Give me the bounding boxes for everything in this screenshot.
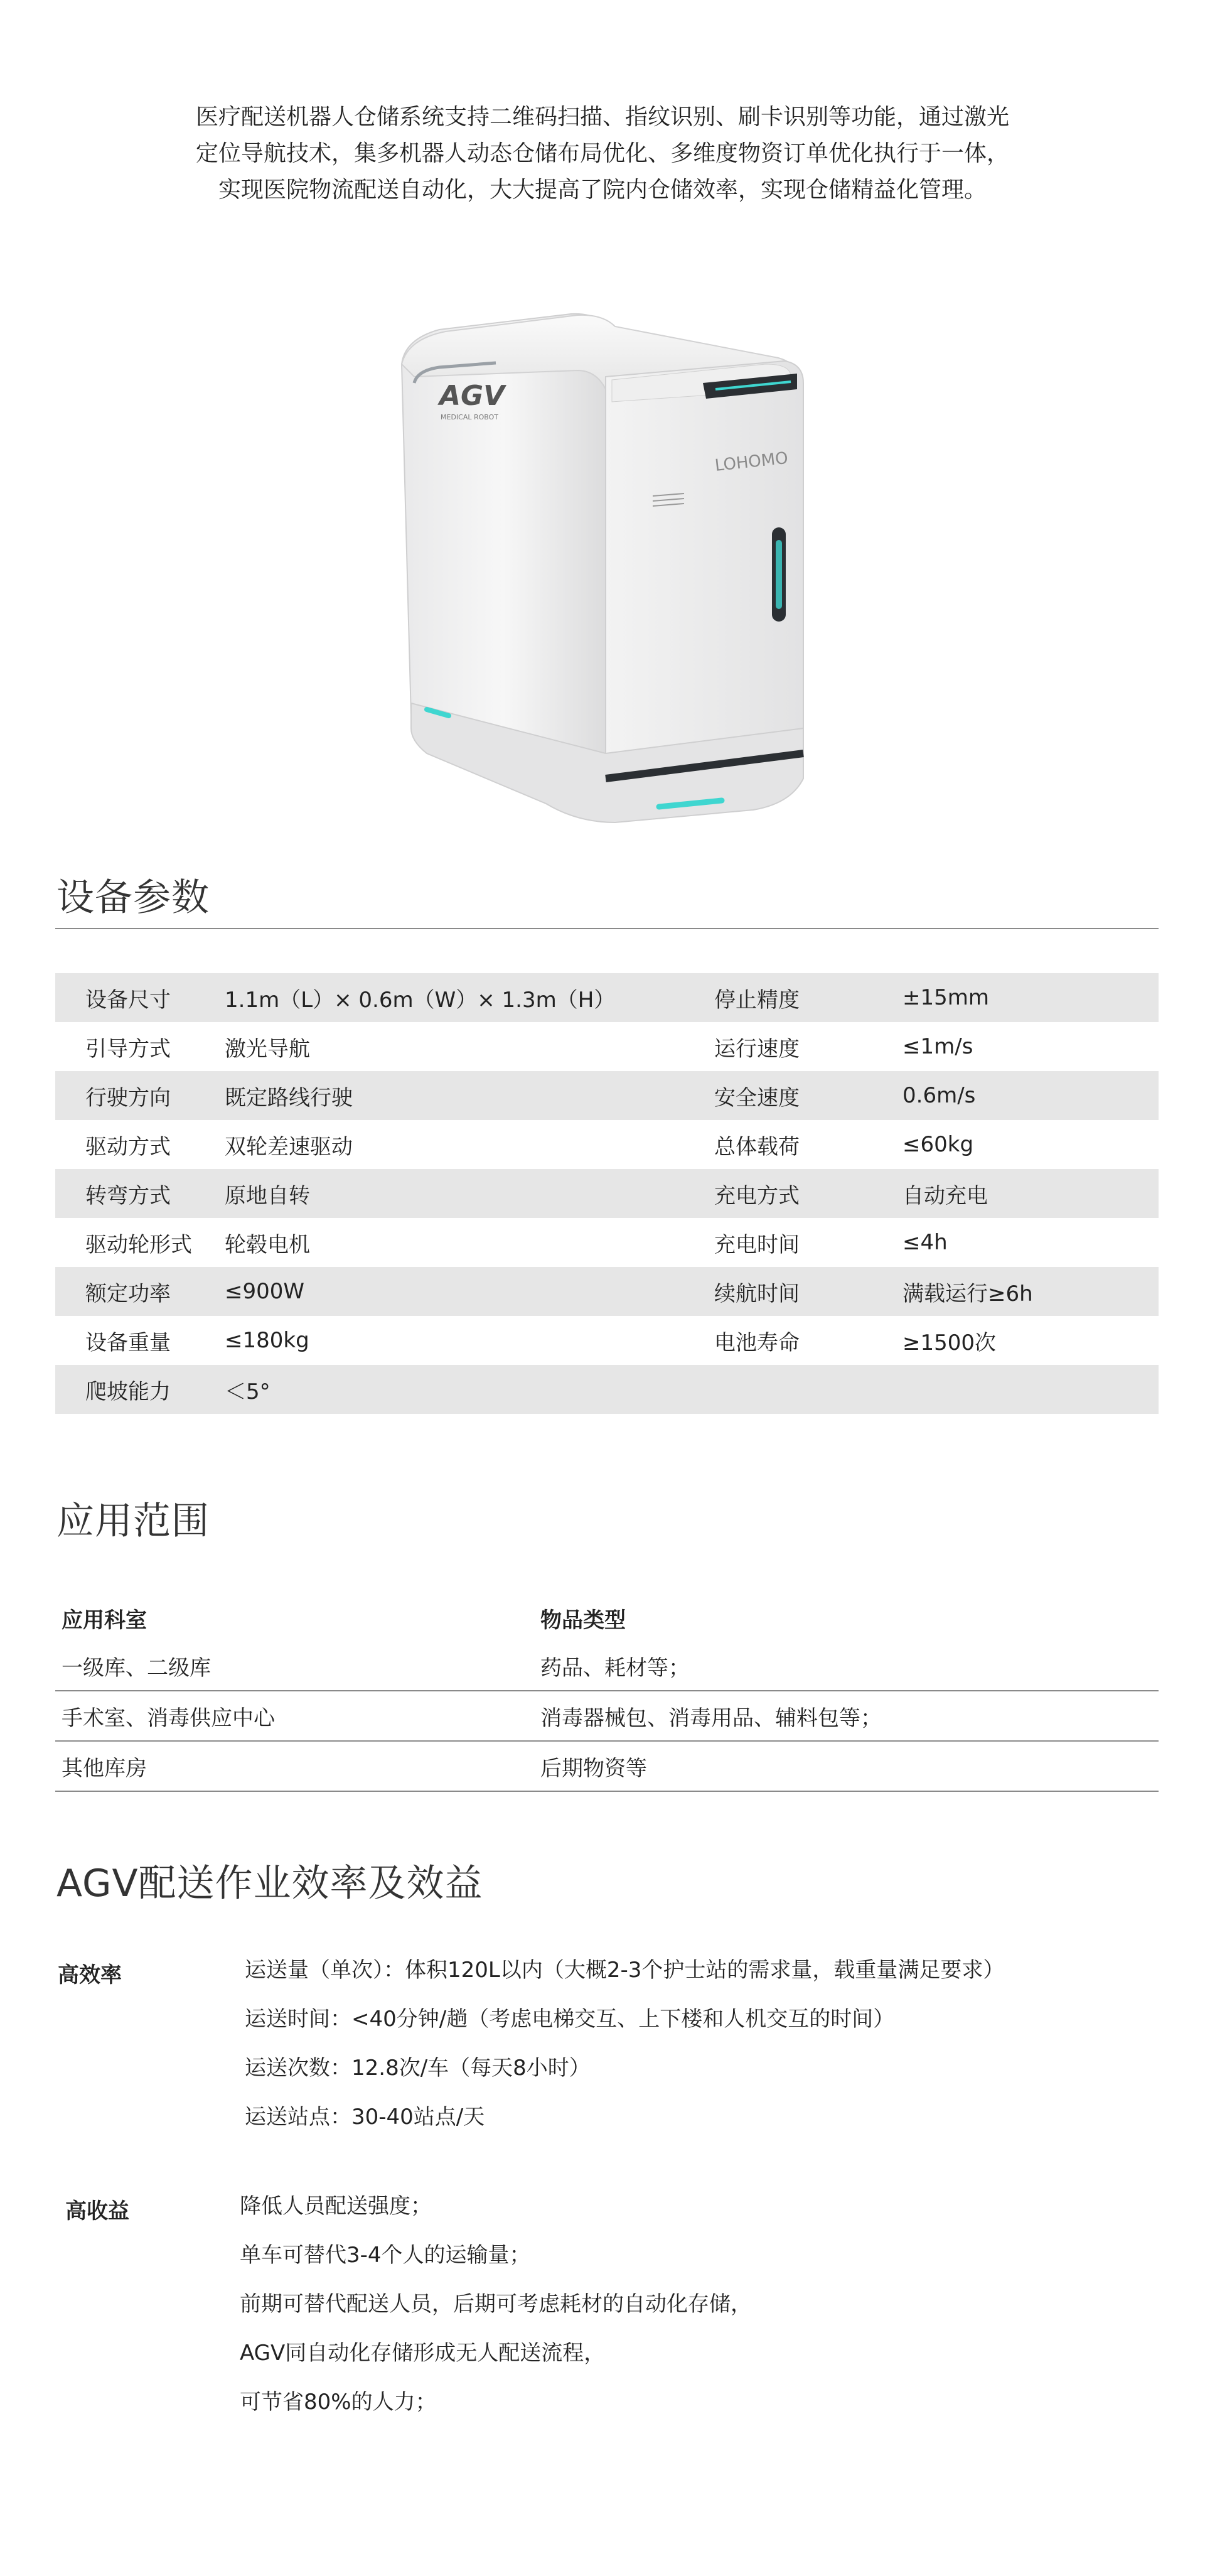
table-cell: 药品、耗材等； [534, 1641, 1159, 1691]
spec-value [902, 1365, 1159, 1414]
spec-label: 驱动方式 [55, 1120, 225, 1169]
spec-label: 设备尺寸 [55, 973, 225, 1022]
column-header: 应用科室 [62, 1607, 147, 1633]
list-item: 运送次数：12.8次/车（每天8小时） [245, 2056, 591, 2081]
spec-row [55, 1316, 1159, 1365]
spec-label: 行驶方向 [55, 1071, 225, 1120]
spec-label: 充电时间 [714, 1218, 902, 1267]
table-row [55, 1741, 1159, 1791]
spec-value: 原地自转 [225, 1169, 714, 1218]
spec-row [55, 1169, 1159, 1218]
spec-value: ≤60kg [902, 1120, 1159, 1169]
spec-row [55, 1071, 1159, 1120]
application-title: 应用范围 [56, 1499, 210, 1543]
list-item: 运送量（单次）：体积120L以内（大概2-3个护士站的需求量，载重量满足要求） [245, 1958, 1005, 1983]
brand-text: LOHOMO [714, 448, 790, 475]
list-item: 单车可替代3-4个人的运输量； [240, 2243, 531, 2268]
spec-value: 双轮差速驱动 [225, 1120, 714, 1169]
spec-row [55, 1267, 1159, 1316]
table-cell: 消毒器械包、消毒用品、辅料包等； [534, 1691, 1159, 1741]
logo-subtext: MEDICAL ROBOT [441, 413, 499, 421]
spec-value: 0.6m/s [902, 1071, 1159, 1120]
spec-label: 充电方式 [714, 1169, 902, 1218]
spec-row [55, 1365, 1159, 1414]
efficiency-list [245, 1958, 1004, 2153]
spec-label: 电池寿命 [714, 1316, 902, 1365]
agv-robot-image [389, 301, 828, 841]
table-row [55, 1641, 1159, 1691]
column-header: 物品类型 [540, 1607, 626, 1633]
intro-line: 实现医院物流配送自动化，大大提高了院内仓储效率，实现仓储精益化管理。 [218, 177, 987, 203]
intro-paragraph [113, 99, 1092, 208]
spec-label: 引导方式 [55, 1022, 225, 1071]
table-cell: 一级库、二级库 [55, 1641, 534, 1691]
table-header-row [55, 1595, 1159, 1641]
spec-value: ≥1500次 [902, 1316, 1159, 1365]
divider [55, 928, 1159, 929]
benefit-label: 高收益 [65, 2199, 129, 2224]
efficiency-label: 高效率 [58, 1963, 122, 1988]
spec-value: 自动充电 [902, 1169, 1159, 1218]
spec-label: 安全速度 [714, 1071, 902, 1120]
spec-value: ≤900W [225, 1267, 714, 1316]
benefit-list [240, 2194, 752, 2439]
spec-value: 满载运行≥6h [902, 1267, 1159, 1316]
spec-value: ≤1m/s [902, 1022, 1159, 1071]
spec-label: 额定功率 [55, 1267, 225, 1316]
spec-label: 总体载荷 [714, 1120, 902, 1169]
intro-line: 定位导航技术，集多机器人动态仓储布局优化、多维度物资订单优化执行于一体， [195, 141, 1009, 166]
spec-row [55, 973, 1159, 1022]
spec-row [55, 1022, 1159, 1071]
spec-value: ±15mm [902, 973, 1159, 1022]
spec-value: ＜5° [225, 1365, 714, 1414]
application-table [55, 1595, 1159, 1792]
list-item: 运送站点：30-40站点/天 [245, 2104, 485, 2130]
table-cell: 其他库房 [55, 1741, 534, 1791]
spec-table [55, 973, 1159, 1414]
spec-label: 停止精度 [714, 973, 902, 1022]
spec-label: 驱动轮形式 [55, 1218, 225, 1267]
spec-value: ≤180kg [225, 1316, 714, 1365]
logo-text: AGV [439, 380, 505, 412]
spec-value: ≤4h [902, 1218, 1159, 1267]
specs-title: 设备参数 [56, 876, 210, 920]
efficiency-title: AGV配送作业效率及效益 [56, 1862, 483, 1905]
spec-value: 轮毂电机 [225, 1218, 714, 1267]
spec-value: 1.1m（L）× 0.6m（W）× 1.3m（H） [225, 973, 714, 1022]
list-item: AGV同自动化存储形成无人配送流程， [240, 2341, 606, 2366]
spec-label: 爬坡能力 [55, 1365, 225, 1414]
spec-label: 运行速度 [714, 1022, 902, 1071]
list-item: 降低人员配送强度； [240, 2194, 432, 2219]
spec-label: 转弯方式 [55, 1169, 225, 1218]
spec-label: 续航时间 [714, 1267, 902, 1316]
table-cell: 后期物资等 [534, 1741, 1159, 1791]
spec-value: 既定路线行驶 [225, 1071, 714, 1120]
table-cell: 手术室、消毒供应中心 [55, 1691, 534, 1741]
spec-row [55, 1120, 1159, 1169]
spec-value: 激光导航 [225, 1022, 714, 1071]
list-item: 前期可替代配送人员，后期可考虑耗材的自动化存储， [240, 2292, 752, 2317]
table-row [55, 1691, 1159, 1741]
spec-label [714, 1365, 902, 1414]
spec-row [55, 1218, 1159, 1267]
list-item: 运送时间：<40分钟/趟（考虑电梯交互、上下楼和人机交互的时间） [245, 2007, 895, 2032]
spec-label: 设备重量 [55, 1316, 225, 1365]
intro-line: 医疗配送机器人仓储系统支持二维码扫描、指纹识别、刷卡识别等功能，通过激光 [195, 104, 1009, 130]
list-item: 可节省80%的人力； [240, 2390, 437, 2415]
